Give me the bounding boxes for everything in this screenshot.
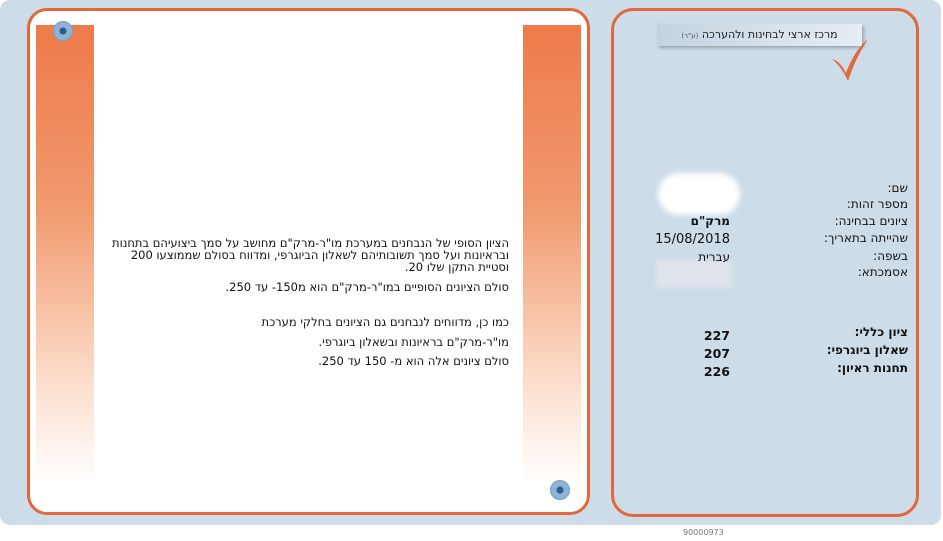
exam-date-value: 15/08/2018 xyxy=(655,232,730,247)
decorative-stripe-right xyxy=(523,25,581,485)
exam-scores-label: ציונים בבחינה: xyxy=(834,214,908,228)
interview-score-value: 226 xyxy=(703,364,730,379)
exam-name-value: מרק"ם xyxy=(690,214,730,228)
interview-score-label: תחנות ראיון: xyxy=(837,361,908,375)
biographical-score-value: 207 xyxy=(703,346,730,361)
flower-icon xyxy=(53,21,73,41)
language-label: בשפה: xyxy=(873,249,908,263)
decorative-stripe-left xyxy=(36,25,94,485)
reference-label: אסמכתא: xyxy=(857,265,908,279)
redacted-reference xyxy=(656,260,733,288)
overall-score-value: 227 xyxy=(703,328,730,343)
explanation-panel xyxy=(27,8,590,515)
scores-panel xyxy=(611,8,919,517)
name-label: שם: xyxy=(887,181,908,195)
org-abbr: (ע"ר) xyxy=(681,32,699,40)
id-number-label: מספר זהות: xyxy=(846,197,908,211)
explanation-paragraph: מו"ר-מרק"ם בראיונות ובשאלון ביוגרפי. xyxy=(318,335,509,349)
explanation-paragraph: כמו כן, מדווחים לנבחנים גם הציונים בחלקי מערכת xyxy=(261,315,509,329)
explanation-scale: סולם ציונים אלה הוא מ- 150 עד 250. xyxy=(318,354,509,368)
explanation-paragraph: הציון הסופי של הנבחנים במערכת מו"ר-מרק"ם מחושב על סמך ביצועיהם בתחנות ובראיונות ועל סמך תשובותיהם לשאלון הביוגרפי, ומדווח בסולם שממוצעו 200 וסטיית התקן שלו 20. xyxy=(112,236,509,274)
explanation-scale: סולם הציונים הסופיים במו"ר-מרק"ם הוא מ150- עד 250. xyxy=(225,280,509,294)
org-name: מרכז ארצי לבחינות ולהערכה xyxy=(701,28,838,41)
biographical-score-label: שאלון ביוגרפי: xyxy=(826,343,908,357)
checkmark-logo-icon xyxy=(830,37,870,81)
redacted-personal-info xyxy=(658,173,740,215)
exam-date-label: שהייתה בתאריך: xyxy=(823,231,908,245)
document-number: 90000973 xyxy=(683,528,724,537)
overall-score-label: ציון כללי: xyxy=(854,325,908,339)
flower-icon xyxy=(550,480,570,500)
language-value: עברית xyxy=(698,250,730,264)
